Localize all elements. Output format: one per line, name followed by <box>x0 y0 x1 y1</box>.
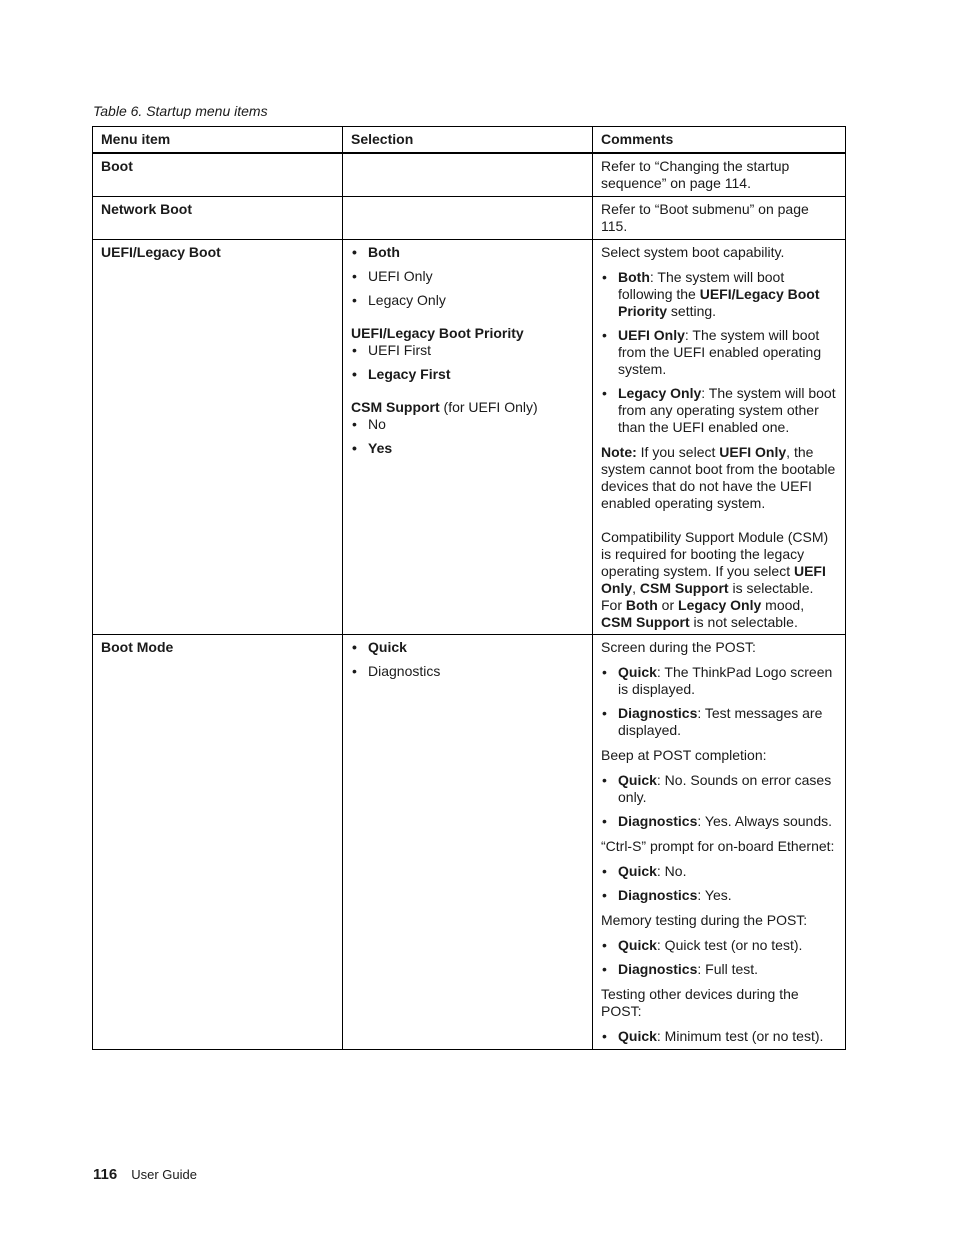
ctrl-s-prompt-list <box>601 863 838 904</box>
header-comments: Comments <box>593 127 846 154</box>
csm-options <box>351 416 585 457</box>
page-number: 116 <box>93 1166 118 1183</box>
csm-subheading: CSM Support (for UEFI Only) <box>351 399 538 415</box>
note-paragraph: Note: If you select UEFI Only, the system cannot boot from the bootable devices that do not have the UEFI enabled operating system. <box>601 444 836 511</box>
section-title: Memory testing during the POST: <box>601 912 808 928</box>
list-item: • Diagnostics: Yes. Always sounds. <box>602 813 832 829</box>
menu-item-network-boot: Network Boot <box>93 197 343 240</box>
list-item: • Diagnostics <box>352 663 441 679</box>
boot-capability-descriptions <box>601 269 838 436</box>
memory-testing-list <box>601 937 838 978</box>
list-item: • Both: The system will boot following the UEFI/Legacy Boot Priority setting. <box>602 269 820 319</box>
boot-mode-options <box>351 639 585 680</box>
header-selection: Selection <box>343 127 593 154</box>
section-title: Testing other devices during the POST: <box>601 986 799 1019</box>
list-item: • Diagnostics: Test messages are displayed. <box>602 705 823 738</box>
list-item: • UEFI First <box>352 342 431 358</box>
table-row-network-boot <box>93 197 846 240</box>
list-item: • Both <box>352 244 400 260</box>
section-title: Beep at POST completion: <box>601 747 767 763</box>
list-item: • Yes <box>352 440 393 456</box>
comment-boot-mode <box>593 635 846 1050</box>
list-item: • No <box>352 416 386 432</box>
list-item: • UEFI Only: The system will boot from the UEFI enabled operating system. <box>602 327 822 377</box>
priority-options <box>351 342 585 383</box>
list-item: • UEFI Only <box>352 268 433 284</box>
table-header-row <box>93 127 846 154</box>
selection-boot-mode <box>343 635 593 1050</box>
list-item: • Quick: The ThinkPad Logo screen is displayed. <box>602 664 833 697</box>
table-row-boot-mode <box>93 635 846 1050</box>
csm-paragraph: Compatibility Support Module (CSM) is required for booting the legacy operating system. If you select UEFI Only, CSM Support is selectable. For Both or Legacy Only mood, CSM Support is not selectable. <box>601 529 829 630</box>
comment-boot: Refer to “Changing the startup sequence” on page 114. <box>593 153 846 197</box>
list-item: • Legacy First <box>352 366 451 382</box>
list-item: • Quick: Quick test (or no test). <box>602 937 803 953</box>
other-devices-list <box>601 1028 838 1045</box>
comment-intro: Select system boot capability. <box>601 244 785 260</box>
menu-item-boot: Boot <box>93 153 343 197</box>
header-menu-item: Menu item <box>93 127 343 154</box>
boot-capability-options <box>351 244 585 309</box>
selection-boot <box>343 153 593 197</box>
table-row-boot <box>93 153 846 197</box>
comment-network-boot: Refer to “Boot submenu” on page 115. <box>593 197 846 240</box>
section-title: “Ctrl-S” prompt for on-board Ethernet: <box>601 838 835 854</box>
list-item: • Quick <box>352 639 407 655</box>
priority-subheading: UEFI/Legacy Boot Priority <box>351 325 524 341</box>
beep-list <box>601 772 838 830</box>
list-item: • Quick: Minimum test (or no test). <box>602 1028 824 1044</box>
list-item: • Diagnostics: Full test. <box>602 961 759 977</box>
list-item: • Legacy Only <box>352 292 446 308</box>
page-footer <box>93 1166 197 1183</box>
menu-item-boot-mode: Boot Mode <box>93 635 343 1050</box>
selection-uefi-legacy-boot <box>343 240 593 635</box>
startup-menu-table <box>92 126 846 1050</box>
menu-item-uefi-legacy-boot: UEFI/Legacy Boot <box>93 240 343 635</box>
list-item: • Quick: No. Sounds on error cases only. <box>602 772 832 805</box>
screen-during-post-list <box>601 664 838 739</box>
selection-network-boot <box>343 197 593 240</box>
table-row-uefi-legacy-boot <box>93 240 846 635</box>
list-item: • Quick: No. <box>602 863 687 879</box>
doc-title: User Guide <box>131 1167 197 1182</box>
list-item: • Legacy Only: The system will boot from any operating system other than the UEFI enabled one. <box>602 385 836 435</box>
table-caption: Table 6. Startup menu items <box>93 103 268 119</box>
section-title: Screen during the POST: <box>601 639 756 655</box>
comment-uefi-legacy-boot <box>593 240 846 635</box>
list-item: • Diagnostics: Yes. <box>602 887 732 903</box>
